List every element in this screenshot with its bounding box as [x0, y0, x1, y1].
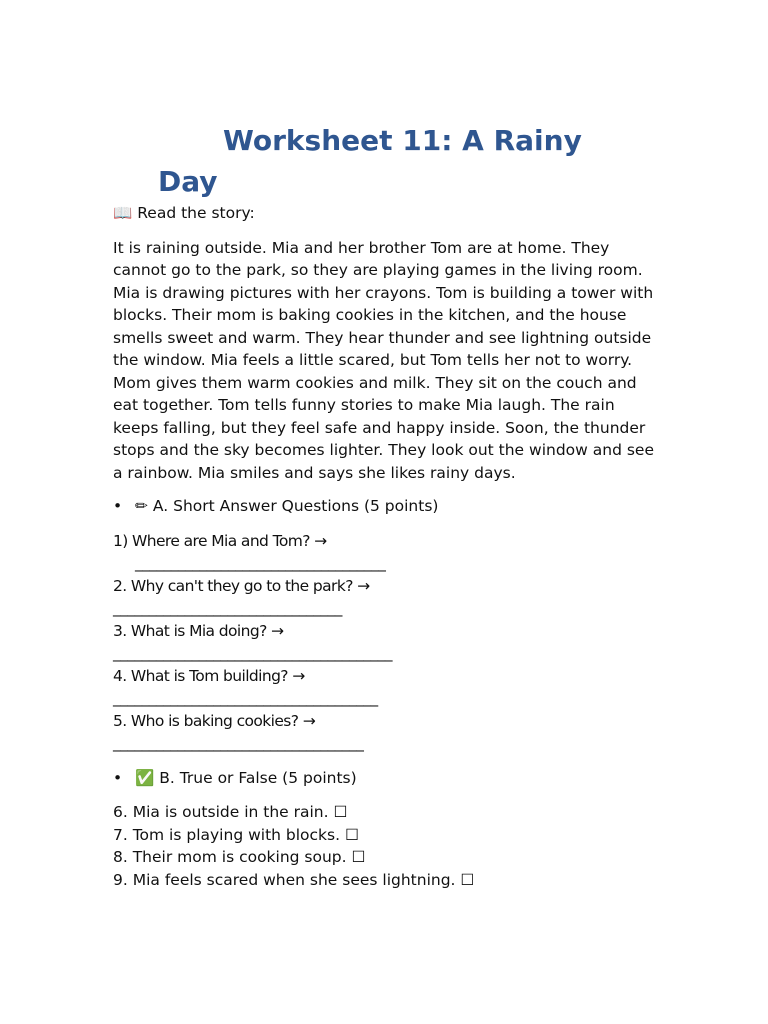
- question-5: [113, 710, 658, 755]
- answer-blank-5[interactable]: ___________________________________: [113, 734, 364, 752]
- question-5-text: 5. Who is baking cookies? →: [113, 711, 316, 730]
- question-3: [113, 620, 658, 665]
- section-spacer: [113, 755, 658, 767]
- worksheet-title: Worksheet 11: A Rainy Day: [158, 124, 582, 198]
- question-2: [113, 575, 658, 620]
- tf-item-6[interactable]: 6. Mia is outside in the rain. ☐: [113, 803, 348, 821]
- question-4: [113, 665, 658, 710]
- question-1-text: 1) Where are Mia and Tom? →: [113, 531, 327, 550]
- true-false-list: [113, 801, 658, 891]
- section-b-heading-item: [113, 767, 658, 790]
- worksheet-content: [113, 202, 658, 891]
- story-paragraph: It is raining outside. Mia and her brother Tom are at home. They cannot go to the park, so they are playing games in the living room. Mia is drawing pictures with her crayons. Tom is building a tower with blocks. Their mom is baking cookies in the kitchen, and the house smells sweet and warm. They hear thunder and see lightning outside the window. Mia feels a little scared, but Tom tells her not to worry. Mom gives them warm cookies and milk. They sit on the couch and eat together. Tom tells funny stories to make Mia laugh. The rain keeps falling, but they feel safe and happy inside. Soon, the thunder stops and the sky becomes lighter. They look out the window and see a rainbow. Mia smiles and says she likes rainy days.: [113, 238, 654, 482]
- bullet-icon: •: [113, 768, 123, 787]
- section-a-heading: ✏ A. Short Answer Questions (5 points): [135, 497, 439, 515]
- answer-blank-2[interactable]: ________________________________: [113, 599, 342, 617]
- question-4-text: 4. What is Tom building? →: [113, 666, 305, 685]
- section-a-heading-item: [113, 495, 658, 518]
- question-2-text: 2. Why can't they go to the park? →: [113, 576, 370, 595]
- question-1: [113, 530, 658, 575]
- answer-blank-4[interactable]: _____________________________________: [113, 689, 378, 707]
- answer-blank-1[interactable]: ___________________________________: [135, 554, 386, 572]
- bullet-icon: •: [113, 497, 123, 515]
- tf-item-7[interactable]: 7. Tom is playing with blocks. ☐: [113, 825, 359, 844]
- section-b-heading: ✅ B. True or False (5 points): [135, 768, 357, 787]
- read-story-prompt: 📖 Read the story:: [113, 204, 255, 222]
- tf-item-9[interactable]: 9. Mia feels scared when she sees lightning. ☐: [113, 870, 475, 889]
- tf-item-8[interactable]: 8. Their mom is cooking soup. ☐: [113, 848, 366, 866]
- question-3-text: 3. What is Mia doing? →: [113, 621, 284, 640]
- answer-blank-3[interactable]: _______________________________________: [113, 644, 392, 662]
